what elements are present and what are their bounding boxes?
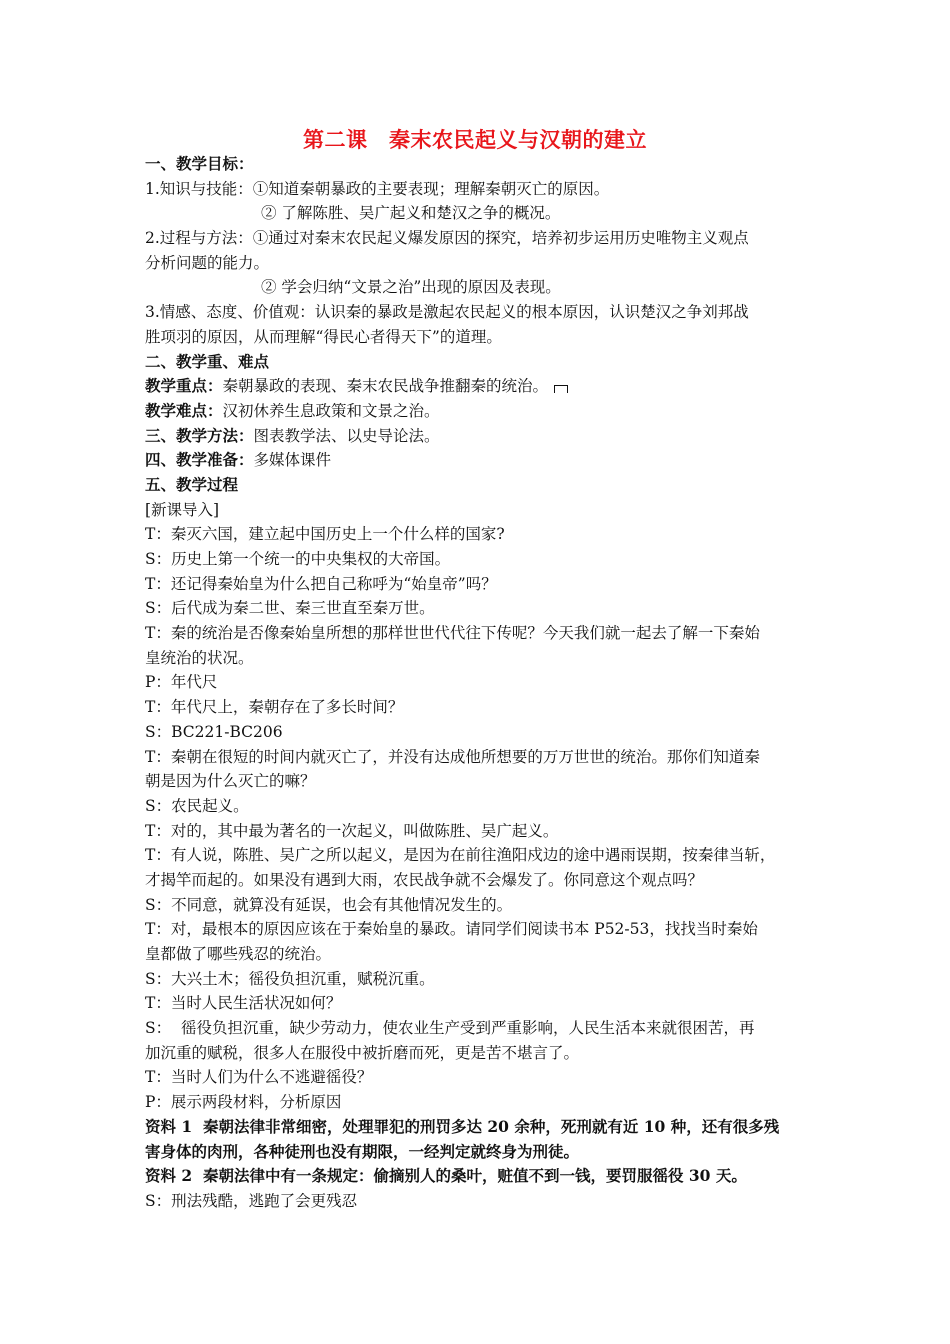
line-text: 秦朝暴政的表现、秦末农民战争推翻秦的统治。 <box>222 377 549 396</box>
text-line <box>145 621 815 646</box>
line-text: T：年代尺上，秦朝存在了多长时间？ <box>145 698 404 717</box>
text-line <box>145 201 815 226</box>
text-cursor-mark <box>554 385 568 393</box>
text-line <box>145 374 815 399</box>
text-line <box>145 745 815 770</box>
text-line <box>145 670 815 695</box>
text-line <box>145 424 815 449</box>
text-line <box>145 1140 815 1165</box>
text-line <box>145 522 815 547</box>
line-text: [新课导入] <box>145 500 220 519</box>
text-line <box>145 251 815 276</box>
line-text: 3.情感、态度、价值观：认识秦的暴政是激起农民起义的根本原因，认识楚汉之争刘邦战 <box>145 303 749 322</box>
text-line <box>145 275 815 300</box>
line-label: 三、教学方法： <box>145 425 254 445</box>
text-line <box>145 325 815 350</box>
text-line <box>145 399 815 424</box>
text-line <box>145 596 815 621</box>
text-line <box>145 448 815 473</box>
line-text: S： 徭役负担沉重，缺少劳动力，使农业生产受到严重影响，人民生活本来就很困苦，再 <box>145 1019 755 1038</box>
text-line <box>145 794 815 819</box>
line-text: ② 了解陈胜、吴广起义和楚汉之争的概况。 <box>261 204 561 223</box>
line-label: 四、教学准备： <box>145 450 254 470</box>
line-text: T：对，最根本的原因应该在于秦始皇的暴政。请同学们阅读书本 P52-53，找找当时秦始 <box>145 920 758 939</box>
line-text: 图表教学法、以史导论法。 <box>253 426 440 445</box>
text-line <box>145 942 815 967</box>
line-text: S：历史上第一个统一的中央集权的大帝国。 <box>145 550 451 568</box>
text-line <box>145 967 815 992</box>
text-line <box>145 300 815 325</box>
line-text: T：还记得秦始皇为什么把自己称呼为“始皇帝”吗？ <box>145 574 497 593</box>
line-text: P：展示两段材料，分析原因 <box>145 1093 342 1112</box>
text-line <box>145 1189 815 1214</box>
text-line <box>145 893 815 918</box>
text-line <box>145 1065 815 1090</box>
line-text: 皇统治的状况。 <box>145 648 254 667</box>
line-text: T：秦朝在很短的时间内就灭亡了，并没有达成他所想要的万万世世的统治。那你们知道秦 <box>145 747 760 766</box>
line-text: T：有人说，陈胜、吴广之所以起义，是因为在前往渔阳戍边的途中遇雨误期，按秦律当斩， <box>145 846 776 865</box>
line-text: 资料 1 秦朝法律非常细密，处理罪犯的刑罚多达 20 余种，死刑就有近 10 种，还有很多残 <box>145 1116 780 1136</box>
text-line <box>145 152 815 177</box>
text-line <box>145 695 815 720</box>
line-label: 教学难点： <box>145 400 223 420</box>
text-line <box>145 1016 815 1041</box>
text-line <box>145 547 815 572</box>
line-text: 汉初休养生息政策和文景之治。 <box>222 401 440 420</box>
text-line <box>145 720 815 745</box>
line-text: 分析问题的能力。 <box>145 253 270 272</box>
text-line <box>145 769 815 794</box>
line-text: S：大兴土木；徭役负担沉重，赋税沉重。 <box>145 969 435 988</box>
line-text: 害身体的肉刑，各种徒刑也没有期限，一经判定就终身为刑徒。 <box>145 1141 580 1161</box>
line-text: 五、教学过程 <box>145 474 239 494</box>
line-text: S：BC221-BC206 <box>145 722 283 741</box>
line-text: T：对的，其中最为著名的一次起义，叫做陈胜、吴广起义。 <box>145 821 559 840</box>
line-text: T：秦的统治是否像秦始皇所想的那样世世代代往下传呢？今天我们就一起去了解一下秦始 <box>145 624 760 643</box>
text-line <box>145 917 815 942</box>
text-line <box>145 177 815 202</box>
document-title: 第二课 秦末农民起义与汉朝的建立 <box>303 127 647 152</box>
line-text: ② 学会归纳“文景之治”出现的原因及表现。 <box>261 278 561 297</box>
text-line <box>145 226 815 251</box>
line-text: 多媒体课件 <box>253 451 332 470</box>
line-text: 胜项羽的原因，从而理解“得民心者得天下”的道理。 <box>145 327 502 346</box>
text-line <box>145 646 815 671</box>
line-text: 皇都做了哪些残忍的统治。 <box>145 945 332 963</box>
document-body <box>145 152 815 1214</box>
text-line <box>145 991 815 1016</box>
text-line <box>145 868 815 893</box>
line-text: 加沉重的赋税，很多人在服役中被折磨而死，更是苦不堪言了。 <box>145 1043 580 1062</box>
line-text: 朝是因为什么灭亡的嘛？ <box>145 772 316 791</box>
text-line <box>145 1090 815 1115</box>
line-text: T：当时人民生活状况如何？ <box>145 994 342 1013</box>
line-text: S：不同意，就算没有延误，也会有其他情况发生的。 <box>145 895 513 914</box>
text-line <box>145 1115 815 1140</box>
text-line <box>145 843 815 868</box>
text-line <box>145 498 815 523</box>
text-line <box>145 473 815 498</box>
text-line <box>145 572 815 597</box>
line-text: T：当时人们为什么不逃避徭役？ <box>145 1068 373 1087</box>
line-label: 教学重点： <box>145 376 223 396</box>
line-text: S：后代成为秦二世、秦三世直至秦万世。 <box>145 599 435 618</box>
text-line <box>145 350 815 375</box>
line-text: 资料 2 秦朝法律中有一条规定：偷摘别人的桑叶，赃值不到一钱，要罚服徭役 30 天。 <box>145 1166 747 1186</box>
line-text: 2.过程与方法：①通过对秦末农民起义爆发原因的探究，培养初步运用历史唯物主义观点 <box>145 229 749 248</box>
text-line <box>145 819 815 844</box>
line-text: 才揭竿而起的。如果没有遇到大雨，农民战争就不会爆发了。你同意这个观点吗？ <box>145 870 704 889</box>
text-line <box>145 1164 815 1189</box>
line-text: S：刑法残酷，逃跑了会更残忍 <box>145 1191 358 1210</box>
line-text: 1.知识与技能：①知道秦朝暴政的主要表现；理解秦朝灭亡的原因。 <box>145 179 610 198</box>
line-text: P：年代尺 <box>145 673 218 692</box>
line-text: T：秦灭六国，建立起中国历史上一个什么样的国家? <box>145 525 505 544</box>
line-text: 一、教学目标： <box>145 154 254 173</box>
line-text: 二、教学重、难点 <box>145 351 270 371</box>
line-text: S：农民起义。 <box>145 796 249 815</box>
text-line <box>145 1041 815 1066</box>
